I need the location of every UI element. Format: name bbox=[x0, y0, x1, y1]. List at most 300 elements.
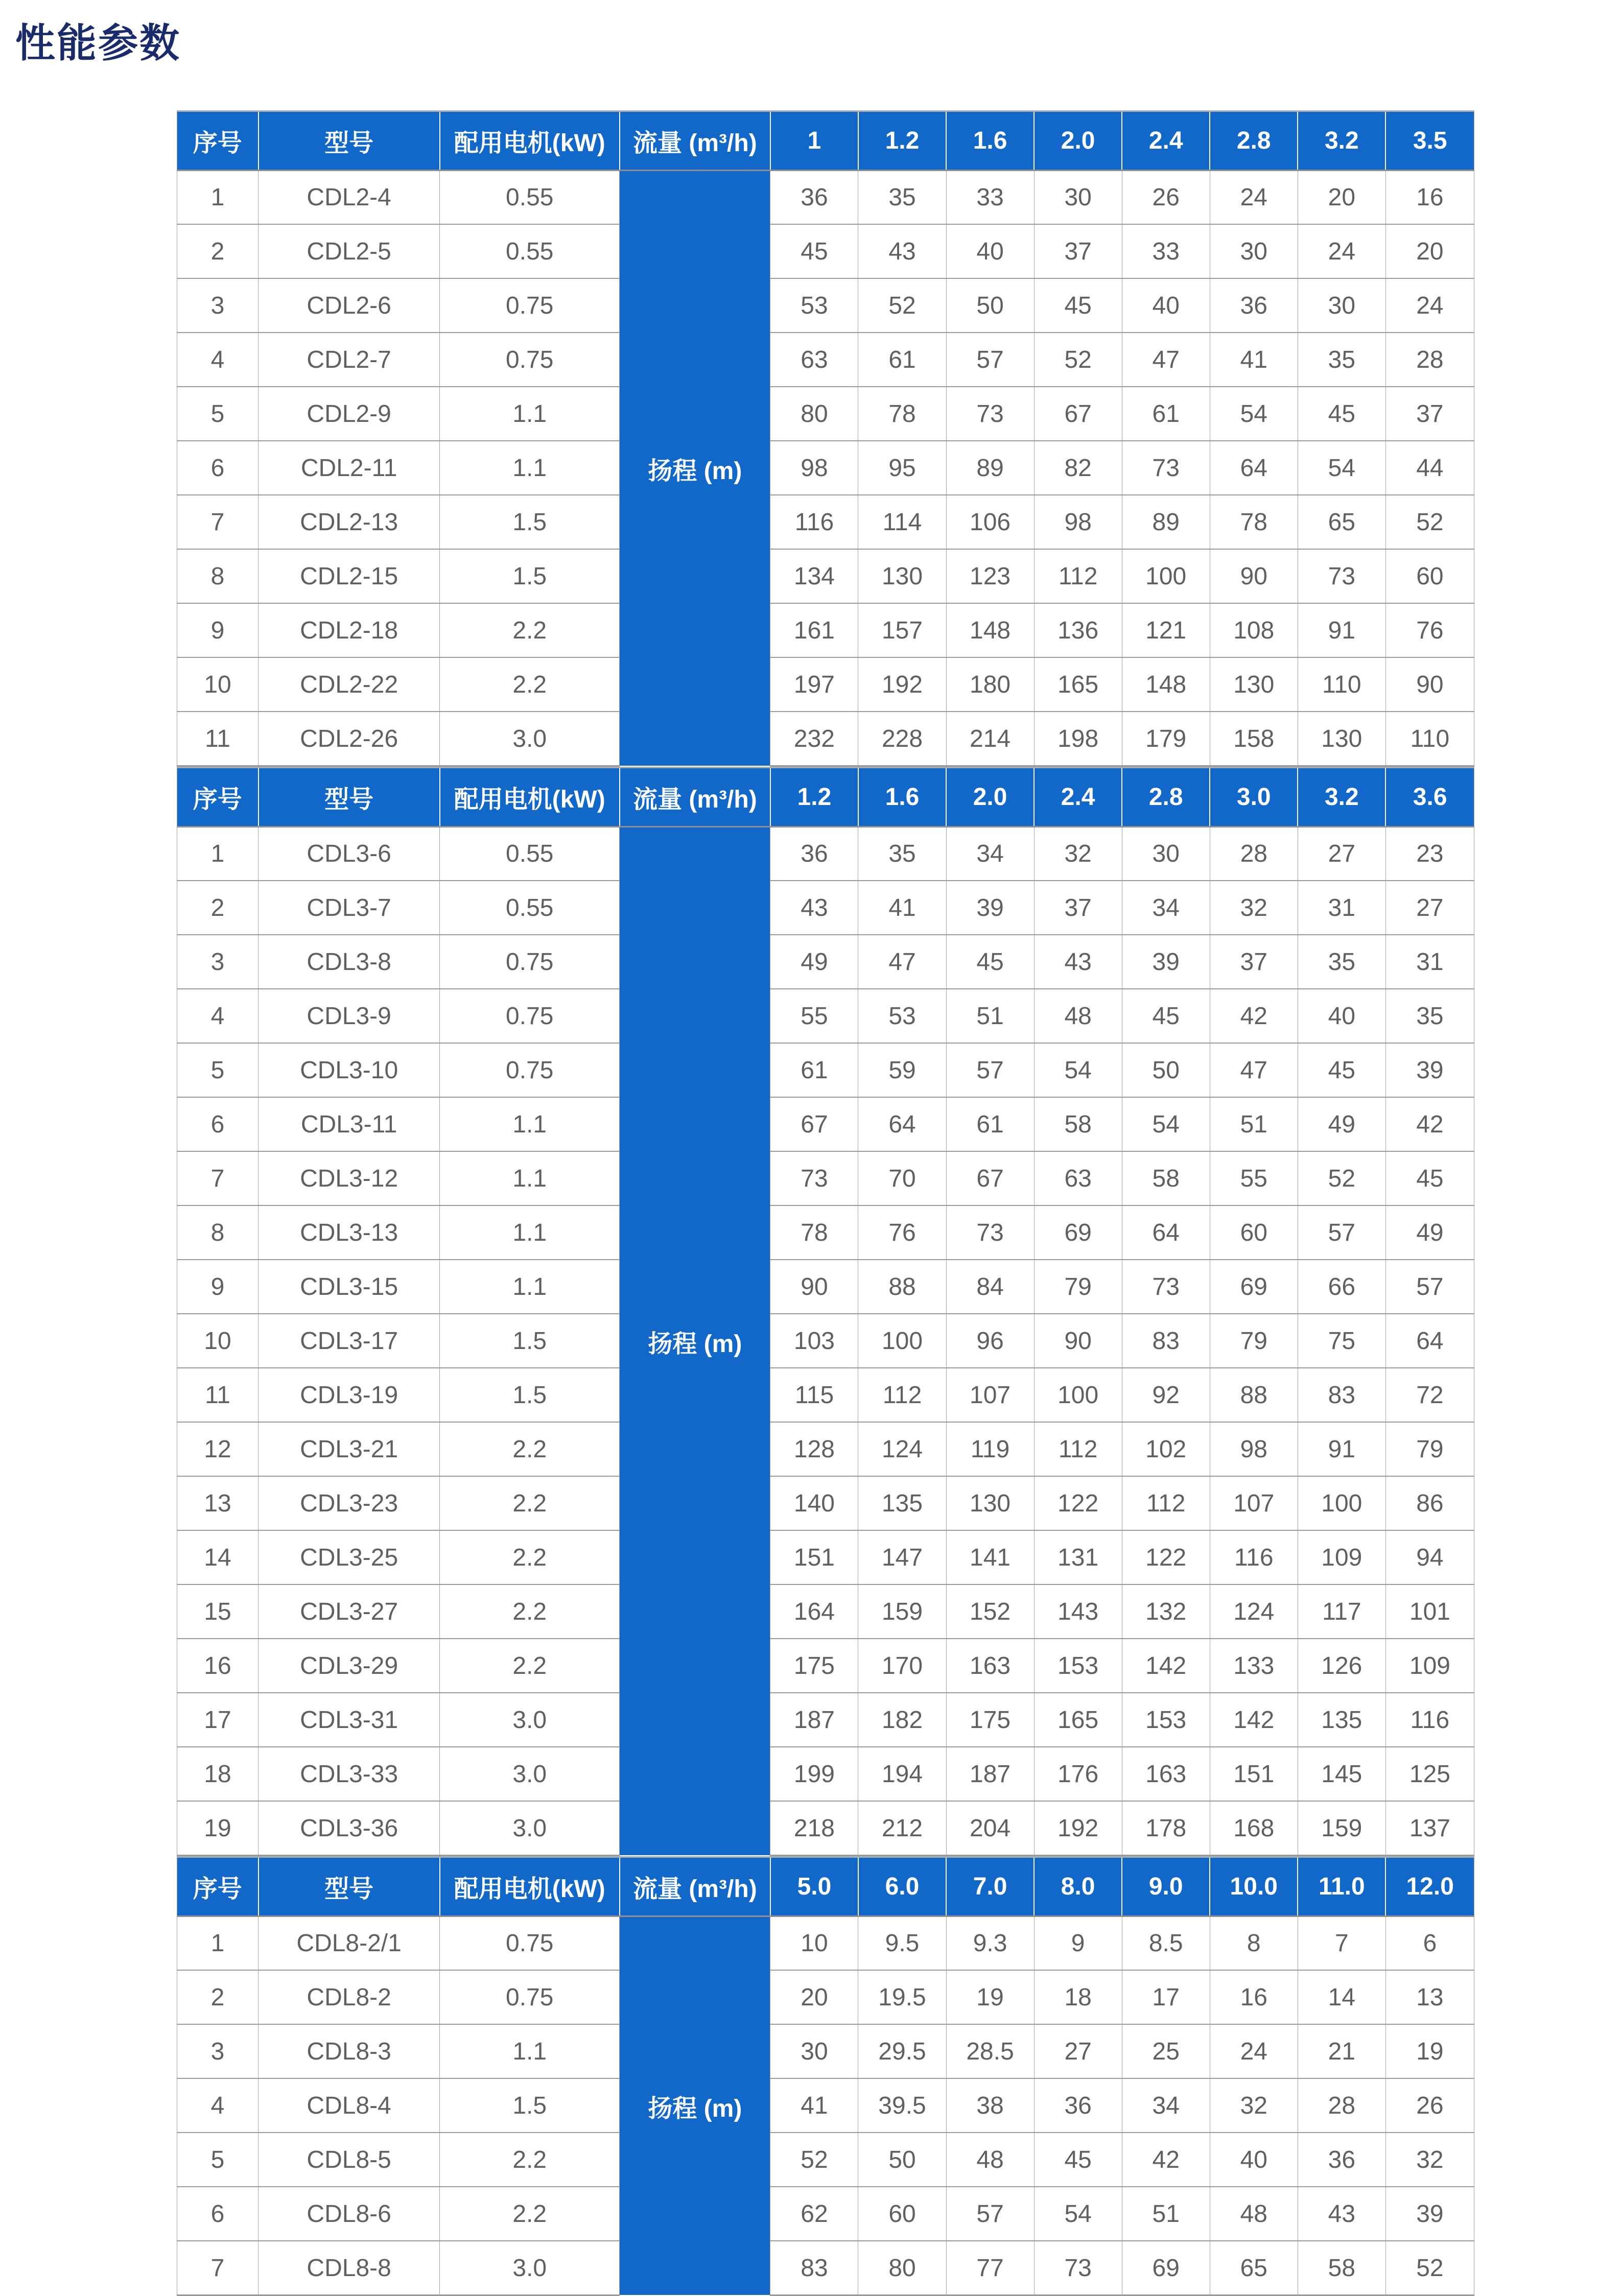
cell-head-value-7: 79 bbox=[1385, 1422, 1474, 1476]
cell-head-value-7: 20 bbox=[1385, 224, 1474, 278]
cell-seq: 7 bbox=[177, 495, 258, 549]
cell-head-value-1: 35 bbox=[858, 170, 946, 224]
cell-head-value-4: 17 bbox=[1122, 1970, 1210, 2024]
cell-head-value-7: 49 bbox=[1385, 1205, 1474, 1260]
col-header-model: 型号 bbox=[258, 767, 440, 826]
cell-head-value-3: 43 bbox=[1034, 935, 1122, 989]
cell-head-value-6: 14 bbox=[1298, 1970, 1385, 2024]
cell-head-value-6: 135 bbox=[1298, 1693, 1385, 1747]
table-row bbox=[177, 657, 1474, 712]
table-row bbox=[177, 1584, 1474, 1639]
cell-head-value-0: 63 bbox=[770, 333, 858, 387]
cell-motor: 0.75 bbox=[440, 935, 620, 989]
cell-head-value-7: 6 bbox=[1385, 1916, 1474, 1970]
table-row bbox=[177, 1097, 1474, 1151]
table-row bbox=[177, 1639, 1474, 1693]
cell-head-value-7: 64 bbox=[1385, 1314, 1474, 1368]
cell-model: CDL8-3 bbox=[258, 2024, 440, 2078]
cell-head-value-7: 32 bbox=[1385, 2133, 1474, 2187]
cell-motor: 2.2 bbox=[440, 1530, 620, 1584]
cell-head-value-2: 180 bbox=[946, 657, 1034, 712]
cell-head-value-4: 40 bbox=[1122, 278, 1210, 333]
cell-head-value-7: 31 bbox=[1385, 935, 1474, 989]
cell-model: CDL8-5 bbox=[258, 2133, 440, 2187]
col-header-motor: 配用电机(kW) bbox=[440, 111, 620, 170]
cell-head-value-7: 28 bbox=[1385, 333, 1474, 387]
cell-head-value-1: 157 bbox=[858, 603, 946, 657]
col-header-seq: 序号 bbox=[177, 111, 258, 170]
cell-head-value-4: 61 bbox=[1122, 387, 1210, 441]
col-header-flow-value-4: 9.0 bbox=[1122, 1857, 1210, 1916]
cell-head-value-3: 30 bbox=[1034, 170, 1122, 224]
cell-head-value-2: 84 bbox=[946, 1260, 1034, 1314]
cell-head-value-7: 44 bbox=[1385, 441, 1474, 495]
table-row bbox=[177, 2078, 1474, 2133]
cell-head-value-5: 48 bbox=[1210, 2187, 1298, 2241]
cell-head-value-0: 98 bbox=[770, 441, 858, 495]
cell-motor: 3.0 bbox=[440, 1693, 620, 1747]
cell-head-value-2: 141 bbox=[946, 1530, 1034, 1584]
cell-motor: 0.75 bbox=[440, 278, 620, 333]
cell-head-value-3: 63 bbox=[1034, 1151, 1122, 1205]
table-row bbox=[177, 826, 1474, 881]
cell-model: CDL2-18 bbox=[258, 603, 440, 657]
cell-head-value-4: 50 bbox=[1122, 1043, 1210, 1097]
cell-model: CDL2-13 bbox=[258, 495, 440, 549]
cell-head-value-0: 83 bbox=[770, 2241, 858, 2295]
col-header-flow-value-1: 6.0 bbox=[858, 1857, 946, 1916]
cell-head-value-4: 34 bbox=[1122, 881, 1210, 935]
cell-head-value-2: 214 bbox=[946, 712, 1034, 766]
cell-seq: 9 bbox=[177, 603, 258, 657]
cell-head-value-3: 73 bbox=[1034, 2241, 1122, 2295]
cell-head-value-6: 91 bbox=[1298, 1422, 1385, 1476]
cell-seq: 17 bbox=[177, 1693, 258, 1747]
cell-head-value-1: 70 bbox=[858, 1151, 946, 1205]
cell-head-value-7: 125 bbox=[1385, 1747, 1474, 1801]
cell-head-value-7: 94 bbox=[1385, 1530, 1474, 1584]
cell-head-value-2: 204 bbox=[946, 1801, 1034, 1855]
cell-model: CDL3-15 bbox=[258, 1260, 440, 1314]
cell-head-value-5: 40 bbox=[1210, 2133, 1298, 2187]
cell-head-value-4: 179 bbox=[1122, 712, 1210, 766]
cell-head-value-4: 69 bbox=[1122, 2241, 1210, 2295]
cell-motor: 1.1 bbox=[440, 1097, 620, 1151]
cell-head-value-7: 137 bbox=[1385, 1801, 1474, 1855]
cell-head-value-1: 9.5 bbox=[858, 1916, 946, 1970]
pump-table-0 bbox=[177, 110, 1474, 767]
cell-head-value-0: 218 bbox=[770, 1801, 858, 1855]
cell-head-value-4: 26 bbox=[1122, 170, 1210, 224]
cell-head-value-3: 192 bbox=[1034, 1801, 1122, 1855]
cell-head-value-0: 30 bbox=[770, 2024, 858, 2078]
table-row bbox=[177, 712, 1474, 766]
cell-seq: 7 bbox=[177, 2241, 258, 2295]
cell-head-value-6: 30 bbox=[1298, 278, 1385, 333]
cell-model: CDL3-8 bbox=[258, 935, 440, 989]
cell-head-value-1: 194 bbox=[858, 1747, 946, 1801]
cell-head-value-5: 116 bbox=[1210, 1530, 1298, 1584]
cell-seq: 18 bbox=[177, 1747, 258, 1801]
cell-seq: 11 bbox=[177, 712, 258, 766]
cell-head-value-7: 52 bbox=[1385, 495, 1474, 549]
cell-head-value-1: 80 bbox=[858, 2241, 946, 2295]
cell-head-value-1: 170 bbox=[858, 1639, 946, 1693]
cell-head-value-4: 132 bbox=[1122, 1584, 1210, 1639]
col-header-flow-value-4: 2.8 bbox=[1122, 767, 1210, 826]
cell-seq: 12 bbox=[177, 1422, 258, 1476]
cell-motor: 0.75 bbox=[440, 989, 620, 1043]
cell-head-value-2: 107 bbox=[946, 1368, 1034, 1422]
cell-seq: 6 bbox=[177, 441, 258, 495]
cell-seq: 8 bbox=[177, 1205, 258, 1260]
cell-model: CDL3-21 bbox=[258, 1422, 440, 1476]
cell-head-value-1: 212 bbox=[858, 1801, 946, 1855]
cell-head-value-5: 168 bbox=[1210, 1801, 1298, 1855]
cell-head-value-4: 42 bbox=[1122, 2133, 1210, 2187]
cell-model: CDL2-7 bbox=[258, 333, 440, 387]
cell-head-value-0: 41 bbox=[770, 2078, 858, 2133]
cell-head-value-7: 110 bbox=[1385, 712, 1474, 766]
cell-model: CDL3-31 bbox=[258, 1693, 440, 1747]
cell-head-value-4: 153 bbox=[1122, 1693, 1210, 1747]
col-header-flow-value-2: 2.0 bbox=[946, 767, 1034, 826]
cell-head-value-2: 40 bbox=[946, 224, 1034, 278]
col-header-flow-value-6: 3.2 bbox=[1298, 111, 1385, 170]
cell-head-value-0: 36 bbox=[770, 826, 858, 881]
cell-head-value-5: 79 bbox=[1210, 1314, 1298, 1368]
cell-head-value-0: 73 bbox=[770, 1151, 858, 1205]
cell-head-value-6: 65 bbox=[1298, 495, 1385, 549]
cell-head-value-4: 33 bbox=[1122, 224, 1210, 278]
table-row bbox=[177, 387, 1474, 441]
cell-head-value-5: 78 bbox=[1210, 495, 1298, 549]
col-header-flow-value-0: 1.2 bbox=[770, 767, 858, 826]
cell-head-value-6: 126 bbox=[1298, 1639, 1385, 1693]
table-row bbox=[177, 1368, 1474, 1422]
cell-head-value-2: 89 bbox=[946, 441, 1034, 495]
cell-motor: 1.1 bbox=[440, 1205, 620, 1260]
cell-head-value-5: 51 bbox=[1210, 1097, 1298, 1151]
cell-head-value-6: 20 bbox=[1298, 170, 1385, 224]
cell-head-value-6: 49 bbox=[1298, 1097, 1385, 1151]
cell-head-value-5: 32 bbox=[1210, 2078, 1298, 2133]
cell-motor: 1.1 bbox=[440, 441, 620, 495]
cell-head-value-4: 73 bbox=[1122, 1260, 1210, 1314]
cell-head-value-6: 83 bbox=[1298, 1368, 1385, 1422]
cell-model: CDL3-12 bbox=[258, 1151, 440, 1205]
col-header-flow-value-3: 2.4 bbox=[1034, 767, 1122, 826]
cell-head-value-6: 57 bbox=[1298, 1205, 1385, 1260]
cell-head-value-5: 88 bbox=[1210, 1368, 1298, 1422]
col-header-motor: 配用电机(kW) bbox=[440, 1857, 620, 1916]
cell-head-value-6: 100 bbox=[1298, 1476, 1385, 1530]
cell-head-value-4: 58 bbox=[1122, 1151, 1210, 1205]
cell-motor: 1.5 bbox=[440, 549, 620, 603]
cell-head-value-1: 228 bbox=[858, 712, 946, 766]
cell-head-value-2: 148 bbox=[946, 603, 1034, 657]
cell-head-value-1: 52 bbox=[858, 278, 946, 333]
cell-head-value-5: 64 bbox=[1210, 441, 1298, 495]
cell-model: CDL8-2/1 bbox=[258, 1916, 440, 1970]
cell-head-value-1: 159 bbox=[858, 1584, 946, 1639]
cell-seq: 16 bbox=[177, 1639, 258, 1693]
cell-head-value-4: 92 bbox=[1122, 1368, 1210, 1422]
cell-head-value-7: 19 bbox=[1385, 2024, 1474, 2078]
table-row bbox=[177, 935, 1474, 989]
cell-head-value-7: 16 bbox=[1385, 170, 1474, 224]
table-row bbox=[177, 1260, 1474, 1314]
cell-motor: 1.1 bbox=[440, 2024, 620, 2078]
table-row bbox=[177, 1151, 1474, 1205]
cell-head-value-7: 45 bbox=[1385, 1151, 1474, 1205]
cell-head-value-1: 53 bbox=[858, 989, 946, 1043]
cell-head-value-6: 40 bbox=[1298, 989, 1385, 1043]
table-row bbox=[177, 1801, 1474, 1855]
cell-head-value-7: 42 bbox=[1385, 1097, 1474, 1151]
cell-head-value-5: 24 bbox=[1210, 2024, 1298, 2078]
cell-head-value-1: 100 bbox=[858, 1314, 946, 1368]
cell-head-value-3: 153 bbox=[1034, 1639, 1122, 1693]
cell-head-value-2: 73 bbox=[946, 1205, 1034, 1260]
header-row bbox=[177, 1857, 1474, 1916]
performance-tables bbox=[15, 110, 1622, 2296]
cell-head-value-0: 115 bbox=[770, 1368, 858, 1422]
table-row bbox=[177, 1916, 1474, 1970]
cell-head-value-5: 24 bbox=[1210, 170, 1298, 224]
cell-head-value-4: 51 bbox=[1122, 2187, 1210, 2241]
cell-head-value-6: 75 bbox=[1298, 1314, 1385, 1368]
cell-head-value-2: 61 bbox=[946, 1097, 1034, 1151]
cell-head-value-0: 128 bbox=[770, 1422, 858, 1476]
cell-head-value-0: 199 bbox=[770, 1747, 858, 1801]
cell-seq: 6 bbox=[177, 2187, 258, 2241]
table-row bbox=[177, 1205, 1474, 1260]
cell-model: CDL3-9 bbox=[258, 989, 440, 1043]
cell-head-value-3: 112 bbox=[1034, 1422, 1122, 1476]
cell-head-value-1: 61 bbox=[858, 333, 946, 387]
cell-model: CDL3-6 bbox=[258, 826, 440, 881]
cell-head-value-6: 36 bbox=[1298, 2133, 1385, 2187]
cell-motor: 2.2 bbox=[440, 603, 620, 657]
cell-head-value-7: 39 bbox=[1385, 2187, 1474, 2241]
cell-head-value-1: 29.5 bbox=[858, 2024, 946, 2078]
cell-seq: 2 bbox=[177, 1970, 258, 2024]
cell-head-value-0: 134 bbox=[770, 549, 858, 603]
table-row bbox=[177, 881, 1474, 935]
cell-head-value-7: 52 bbox=[1385, 2241, 1474, 2295]
col-header-flow-value-5: 3.0 bbox=[1210, 767, 1298, 826]
cell-head-value-4: 83 bbox=[1122, 1314, 1210, 1368]
cell-seq: 19 bbox=[177, 1801, 258, 1855]
cell-head-value-0: 55 bbox=[770, 989, 858, 1043]
cell-head-value-5: 65 bbox=[1210, 2241, 1298, 2295]
pump-table-1 bbox=[177, 767, 1474, 1856]
cell-head-value-5: 133 bbox=[1210, 1639, 1298, 1693]
cell-head-value-0: 161 bbox=[770, 603, 858, 657]
cell-head-value-6: 110 bbox=[1298, 657, 1385, 712]
cell-head-value-3: 131 bbox=[1034, 1530, 1122, 1584]
cell-head-value-5: 41 bbox=[1210, 333, 1298, 387]
cell-head-value-0: 175 bbox=[770, 1639, 858, 1693]
cell-head-value-6: 35 bbox=[1298, 935, 1385, 989]
cell-head-value-6: 91 bbox=[1298, 603, 1385, 657]
header-row bbox=[177, 767, 1474, 826]
table-row bbox=[177, 2187, 1474, 2241]
cell-motor: 1.1 bbox=[440, 387, 620, 441]
cell-head-value-5: 142 bbox=[1210, 1693, 1298, 1747]
cell-head-value-6: 27 bbox=[1298, 826, 1385, 881]
cell-seq: 11 bbox=[177, 1368, 258, 1422]
cell-head-value-3: 165 bbox=[1034, 1693, 1122, 1747]
cell-head-value-2: 187 bbox=[946, 1747, 1034, 1801]
cell-model: CDL2-9 bbox=[258, 387, 440, 441]
cell-head-value-0: 78 bbox=[770, 1205, 858, 1260]
col-header-flow-value-6: 11.0 bbox=[1298, 1857, 1385, 1916]
cell-head-value-4: 39 bbox=[1122, 935, 1210, 989]
cell-head-value-3: 54 bbox=[1034, 1043, 1122, 1097]
cell-motor: 0.55 bbox=[440, 170, 620, 224]
cell-head-value-5: 60 bbox=[1210, 1205, 1298, 1260]
cell-seq: 15 bbox=[177, 1584, 258, 1639]
cell-head-value-4: 47 bbox=[1122, 333, 1210, 387]
cell-head-value-6: 35 bbox=[1298, 333, 1385, 387]
cell-head-value-2: 57 bbox=[946, 2187, 1034, 2241]
col-header-flow-value-0: 5.0 bbox=[770, 1857, 858, 1916]
cell-head-value-7: 39 bbox=[1385, 1043, 1474, 1097]
cell-head-value-0: 116 bbox=[770, 495, 858, 549]
cell-head-value-3: 32 bbox=[1034, 826, 1122, 881]
cell-head-value-1: 88 bbox=[858, 1260, 946, 1314]
cell-model: CDL3-17 bbox=[258, 1314, 440, 1368]
cell-head-value-4: 64 bbox=[1122, 1205, 1210, 1260]
cell-head-value-1: 147 bbox=[858, 1530, 946, 1584]
cell-motor: 0.75 bbox=[440, 1043, 620, 1097]
cell-seq: 1 bbox=[177, 170, 258, 224]
cell-head-value-0: 10 bbox=[770, 1916, 858, 1970]
cell-head-value-7: 23 bbox=[1385, 826, 1474, 881]
cell-head-value-3: 165 bbox=[1034, 657, 1122, 712]
cell-head-value-4: 45 bbox=[1122, 989, 1210, 1043]
cell-head-value-2: 175 bbox=[946, 1693, 1034, 1747]
cell-head-value-5: 54 bbox=[1210, 387, 1298, 441]
col-header-flow-value-2: 7.0 bbox=[946, 1857, 1034, 1916]
table-row bbox=[177, 1476, 1474, 1530]
cell-seq: 2 bbox=[177, 881, 258, 935]
cell-motor: 3.0 bbox=[440, 2241, 620, 2295]
cell-head-value-5: 36 bbox=[1210, 278, 1298, 333]
cell-head-value-5: 55 bbox=[1210, 1151, 1298, 1205]
cell-head-value-3: 79 bbox=[1034, 1260, 1122, 1314]
cell-head-value-1: 59 bbox=[858, 1043, 946, 1097]
cell-motor: 1.5 bbox=[440, 2078, 620, 2133]
cell-motor: 0.75 bbox=[440, 1970, 620, 2024]
cell-head-value-7: 37 bbox=[1385, 387, 1474, 441]
cell-seq: 2 bbox=[177, 224, 258, 278]
cell-head-value-2: 119 bbox=[946, 1422, 1034, 1476]
cell-head-value-6: 109 bbox=[1298, 1530, 1385, 1584]
table-row bbox=[177, 1970, 1474, 2024]
cell-head-value-6: 117 bbox=[1298, 1584, 1385, 1639]
table-row bbox=[177, 278, 1474, 333]
cell-head-value-5: 158 bbox=[1210, 712, 1298, 766]
col-header-flow-value-1: 1.2 bbox=[858, 111, 946, 170]
cell-model: CDL8-8 bbox=[258, 2241, 440, 2295]
cell-head-value-6: 159 bbox=[1298, 1801, 1385, 1855]
cell-seq: 4 bbox=[177, 333, 258, 387]
table-row bbox=[177, 2024, 1474, 2078]
cell-model: CDL3-10 bbox=[258, 1043, 440, 1097]
cell-head-value-5: 8 bbox=[1210, 1916, 1298, 1970]
cell-motor: 0.75 bbox=[440, 1916, 620, 1970]
table-row bbox=[177, 549, 1474, 603]
cell-head-value-0: 20 bbox=[770, 1970, 858, 2024]
cell-model: CDL8-4 bbox=[258, 2078, 440, 2133]
col-header-motor: 配用电机(kW) bbox=[440, 767, 620, 826]
cell-seq: 5 bbox=[177, 2133, 258, 2187]
cell-head-value-3: 136 bbox=[1034, 603, 1122, 657]
cell-head-value-6: 24 bbox=[1298, 224, 1385, 278]
cell-seq: 5 bbox=[177, 387, 258, 441]
col-header-flow: 流量 (m³/h) bbox=[620, 1857, 770, 1916]
cell-head-value-5: 130 bbox=[1210, 657, 1298, 712]
cell-seq: 4 bbox=[177, 2078, 258, 2133]
cell-motor: 0.75 bbox=[440, 333, 620, 387]
cell-head-value-0: 62 bbox=[770, 2187, 858, 2241]
cell-head-value-5: 28 bbox=[1210, 826, 1298, 881]
cell-motor: 0.55 bbox=[440, 224, 620, 278]
cell-head-value-1: 135 bbox=[858, 1476, 946, 1530]
cell-head-value-1: 43 bbox=[858, 224, 946, 278]
cell-seq: 5 bbox=[177, 1043, 258, 1097]
cell-model: CDL3-25 bbox=[258, 1530, 440, 1584]
cell-head-value-4: 89 bbox=[1122, 495, 1210, 549]
cell-head-value-1: 76 bbox=[858, 1205, 946, 1260]
cell-head-value-5: 69 bbox=[1210, 1260, 1298, 1314]
table-row bbox=[177, 603, 1474, 657]
table-row bbox=[177, 224, 1474, 278]
cell-motor: 3.0 bbox=[440, 1747, 620, 1801]
cell-model: CDL8-6 bbox=[258, 2187, 440, 2241]
cell-model: CDL3-36 bbox=[258, 1801, 440, 1855]
cell-head-value-4: 148 bbox=[1122, 657, 1210, 712]
cell-seq: 14 bbox=[177, 1530, 258, 1584]
cell-head-value-5: 30 bbox=[1210, 224, 1298, 278]
cell-model: CDL3-29 bbox=[258, 1639, 440, 1693]
cell-head-value-1: 78 bbox=[858, 387, 946, 441]
cell-head-value-7: 13 bbox=[1385, 1970, 1474, 2024]
cell-seq: 8 bbox=[177, 549, 258, 603]
cell-head-value-7: 76 bbox=[1385, 603, 1474, 657]
col-header-flow-value-7: 3.6 bbox=[1385, 767, 1474, 826]
cell-head-value-4: 102 bbox=[1122, 1422, 1210, 1476]
cell-head-value-0: 61 bbox=[770, 1043, 858, 1097]
cell-model: CDL3-19 bbox=[258, 1368, 440, 1422]
cell-head-value-1: 95 bbox=[858, 441, 946, 495]
col-header-flow-value-4: 2.4 bbox=[1122, 111, 1210, 170]
cell-head-value-1: 50 bbox=[858, 2133, 946, 2187]
cell-head-value-2: 28.5 bbox=[946, 2024, 1034, 2078]
cell-head-value-3: 18 bbox=[1034, 1970, 1122, 2024]
cell-head-value-3: 198 bbox=[1034, 712, 1122, 766]
cell-head-value-3: 176 bbox=[1034, 1747, 1122, 1801]
cell-head-value-7: 35 bbox=[1385, 989, 1474, 1043]
col-header-flow-value-2: 1.6 bbox=[946, 111, 1034, 170]
cell-head-value-6: 7 bbox=[1298, 1916, 1385, 1970]
cell-head-value-1: 192 bbox=[858, 657, 946, 712]
table-row bbox=[177, 1530, 1474, 1584]
cell-head-value-2: 33 bbox=[946, 170, 1034, 224]
